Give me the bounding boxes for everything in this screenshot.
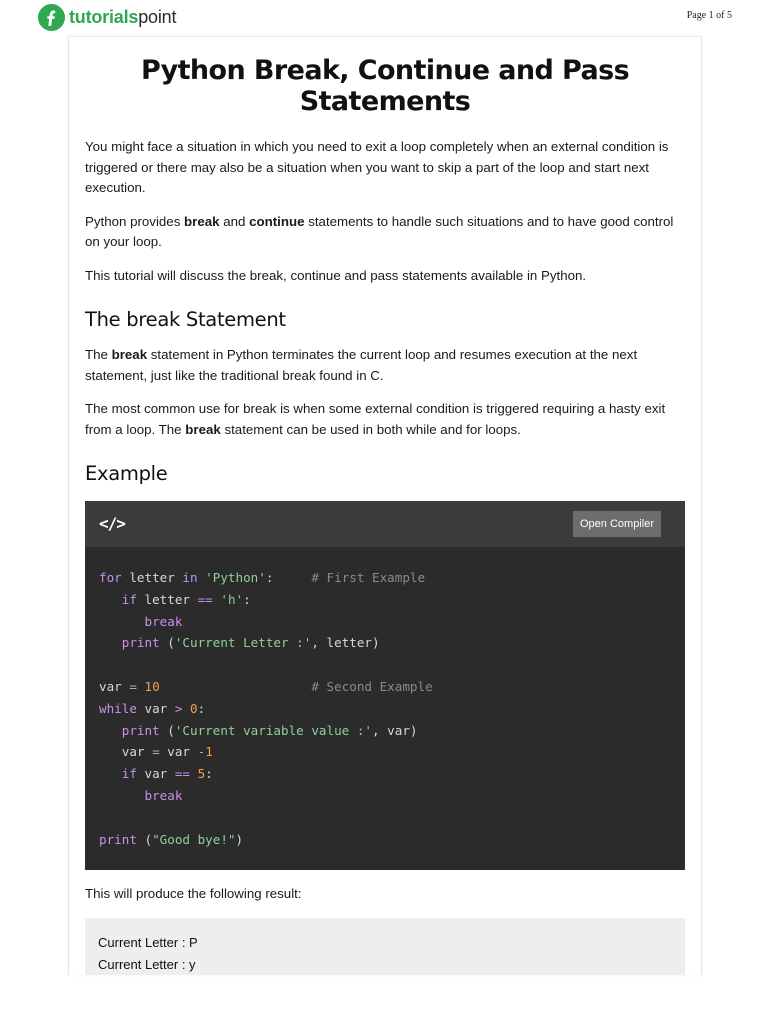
document-page <box>68 36 702 975</box>
brand-wordmark <box>69 7 176 28</box>
intro-paragraph-1: You might face a situation in which you need to exit a loop completely when an external condition is triggered or there may also be a situation when you want to skip a part of the loop and start next execution. <box>85 139 669 195</box>
section-heading-break: The break Statement <box>85 308 286 331</box>
break-p2-pre: The most common use for break is when some external condition is triggered requiring a hasty exit from a loop. The <box>85 401 666 437</box>
intro-p2-pre: Python provides <box>85 213 185 229</box>
code-block-header <box>85 501 685 547</box>
intro-paragraph-2 <box>85 212 685 253</box>
brand-part2: point <box>138 6 177 27</box>
code-brackets-icon: </> <box>99 514 125 533</box>
tutorialspoint-logo-icon <box>38 4 65 31</box>
intro-p2-post: statements to handle such situations and to have good control on your loop. <box>85 213 674 249</box>
output-line: Current Letter : P <box>98 934 198 950</box>
brand-logo[interactable] <box>38 3 176 31</box>
break-paragraph-2 <box>85 399 685 440</box>
code-example-block <box>85 501 685 870</box>
intro-p2-mid: and <box>219 213 250 229</box>
intro-p2-break: break <box>184 213 220 229</box>
intro-p2-continue: continue <box>249 213 305 229</box>
page-indicator: Page 1 of 5 <box>686 10 732 21</box>
output-block <box>85 918 685 975</box>
example-heading: Example <box>85 462 168 485</box>
code-listing: for letter in 'Python': # First Example if letter == 'h': break print ('Current Letter :', letter) var = 10 # Second Example while var > 0: print ('Current variable value :', var) var = var -1 if var == 5: break print ("Good bye!") <box>99 570 433 847</box>
break-p1-pre: The <box>85 347 112 362</box>
break-p2-post: statement can be used in both while and for loops. <box>220 421 521 437</box>
break-p1-bold: break <box>111 347 148 362</box>
brand-part1: tutorials <box>69 6 139 27</box>
intro-paragraph-3: This tutorial will discuss the break, continue and pass statements available in Python. <box>85 267 587 283</box>
top-bar <box>0 0 768 34</box>
result-intro: This will produce the following result: <box>85 886 302 902</box>
break-paragraph-1 <box>85 345 685 386</box>
page-title: Python Break, Continue and Pass Statements <box>140 55 630 117</box>
break-p2-bold: break <box>185 421 221 437</box>
break-p1-post: statement in Python terminates the current loop and resumes execution at the next statement, just like the traditional break found in C. <box>85 347 638 383</box>
open-compiler-button[interactable]: Open Compiler <box>573 511 661 537</box>
output-line: Current Letter : y <box>98 956 196 972</box>
